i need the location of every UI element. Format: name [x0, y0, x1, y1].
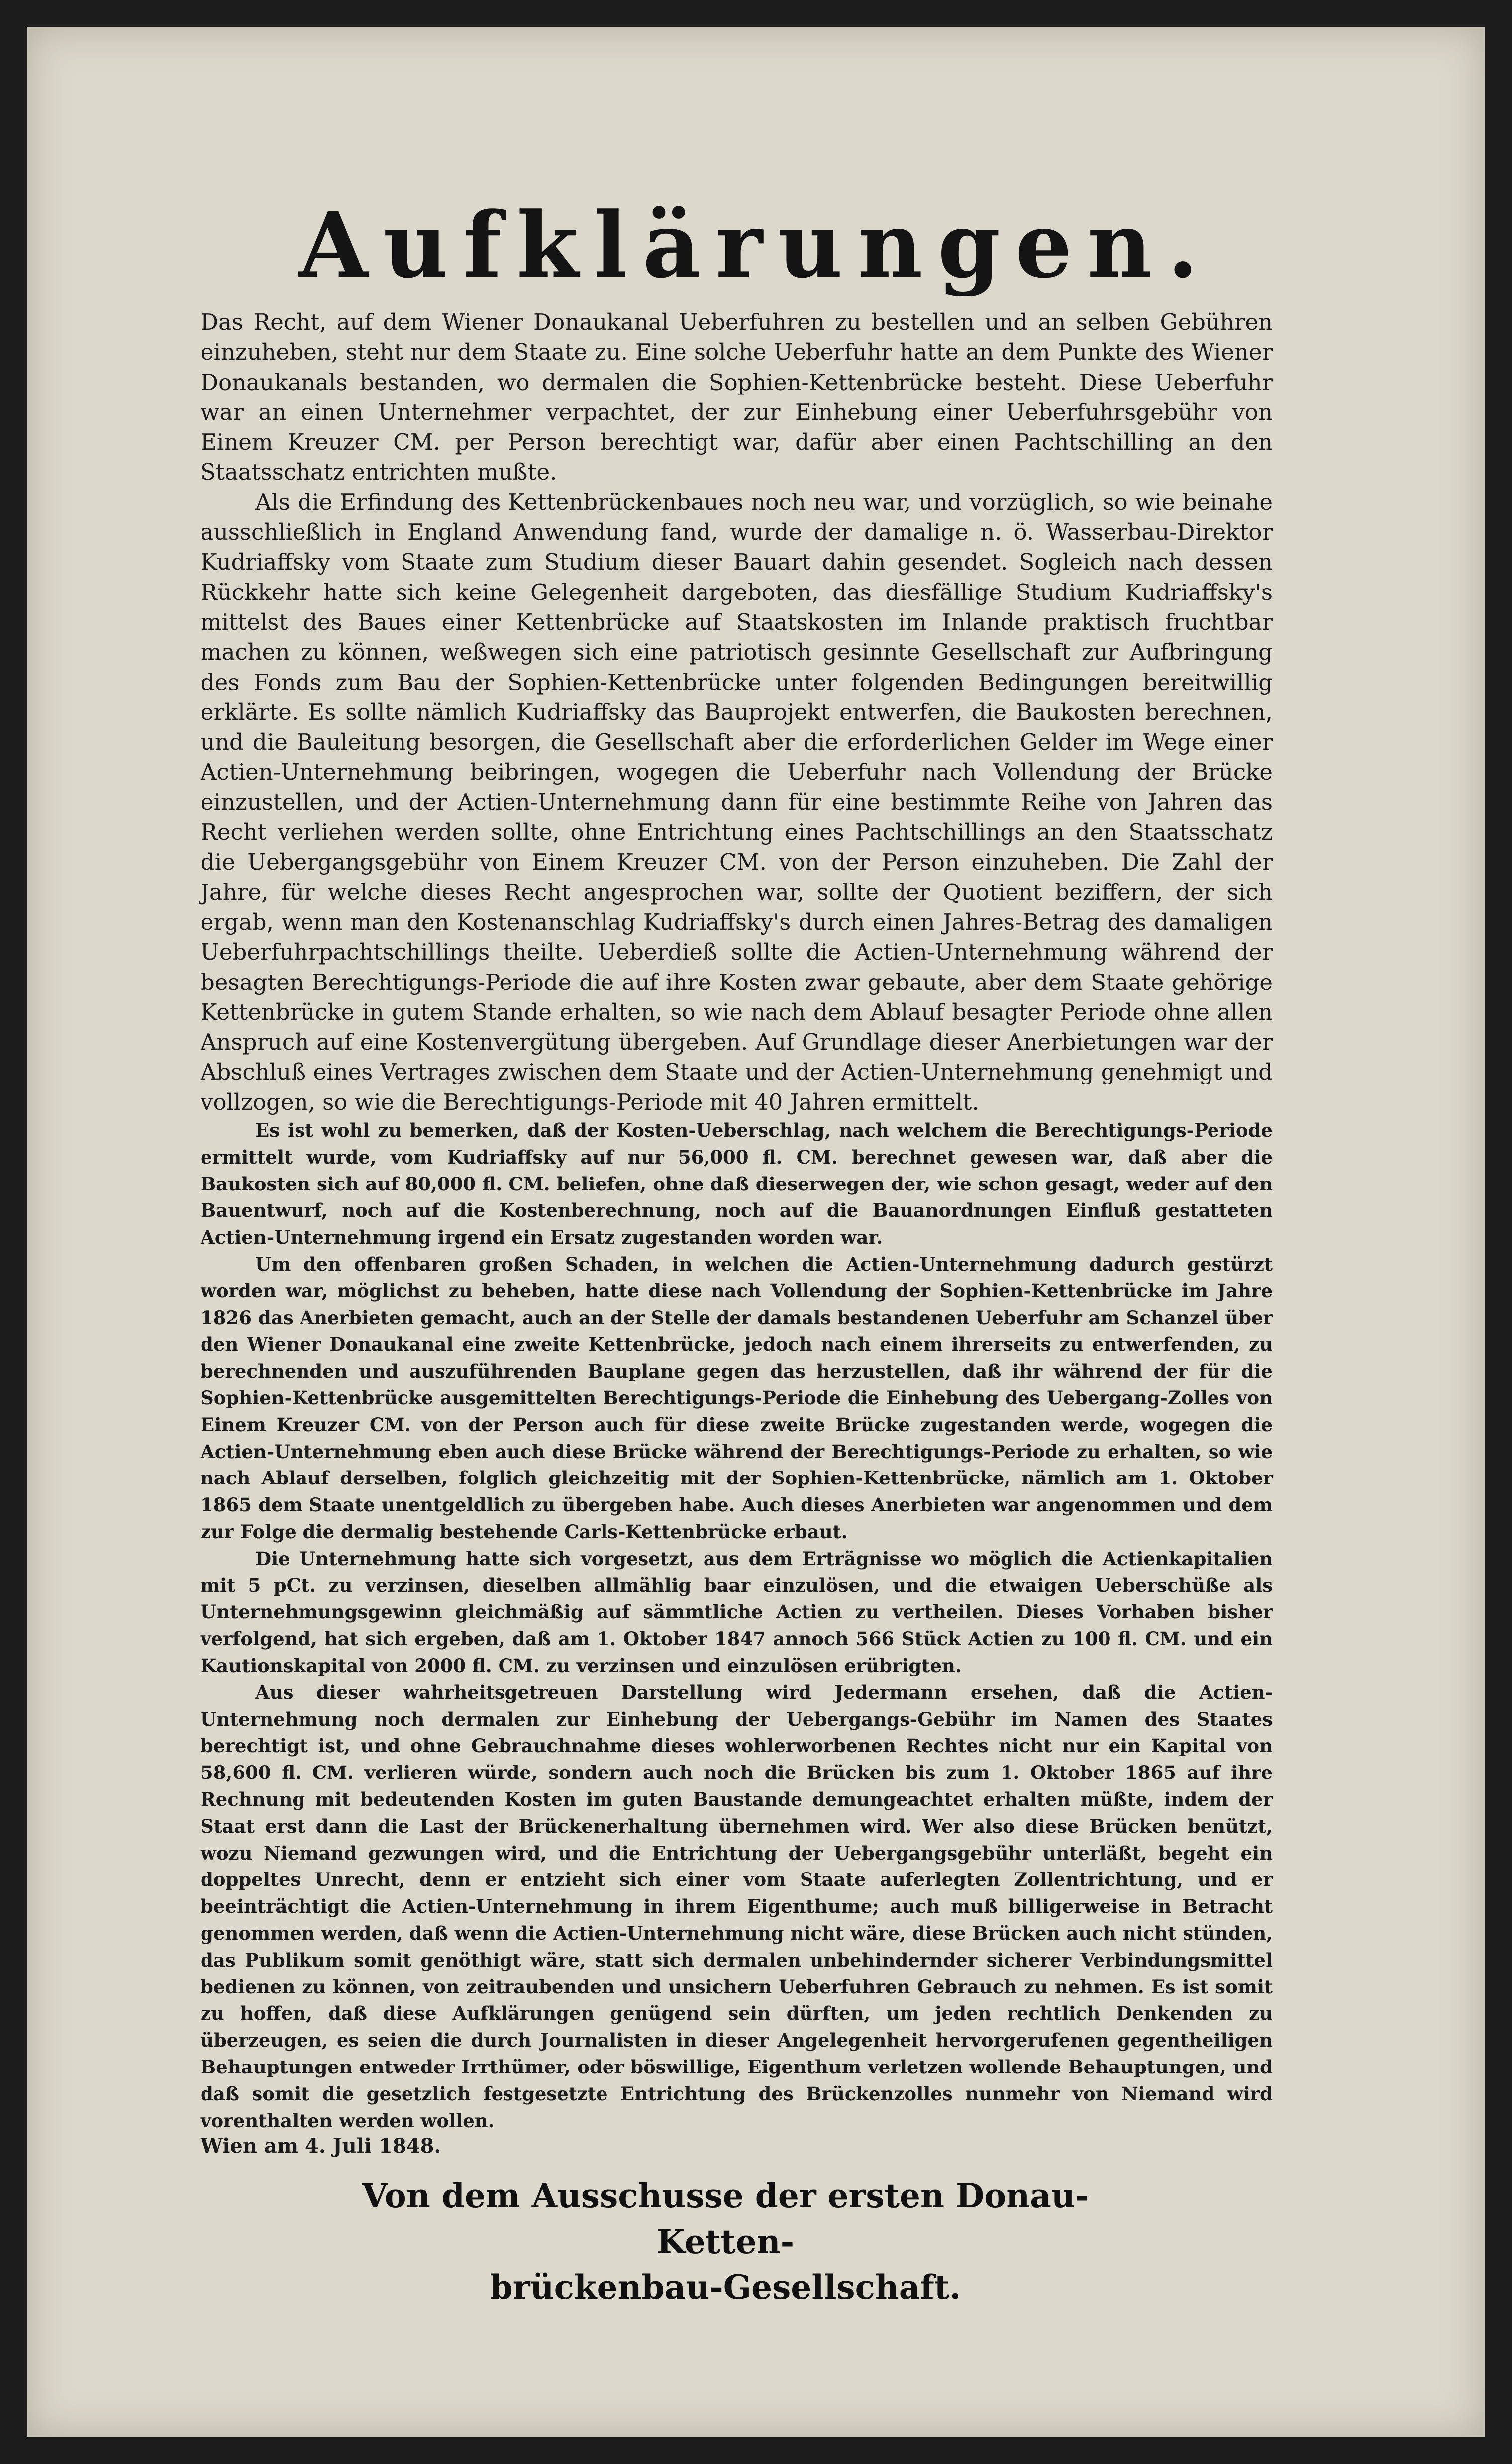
- poster-sheet: [27, 27, 1485, 2437]
- signature-line: Von dem Ausschusse der ersten Donau-Ketten-: [362, 2176, 1089, 2261]
- paragraph-cost-estimate: Es ist wohl zu bemerken, daß der Kosten-Ueberschlag, nach welchem die Berechtigungs-Periode ermittelt wurde, vom Kudriaffsky auf nur 56,000 fl. CM. berechnet gewesen war, daß aber die Baukosten sich auf 80,000 fl. CM. beliefen, ohne daß dieserwegen der, wie schon gesagt, weder auf den Bauentwurf, noch auf die Kostenberechnung, noch auf die Bauanordnungen Einfluß gestatteten Actien-Unternehmung irgend ein Ersatz zugestanden worden war.: [201, 1119, 1273, 1249]
- paragraph-second-bridge: Um den offenbaren großen Schaden, in welchen die Actien-Unternehmung dadurch gestürzt worden war, möglichst zu beheben, hatte diese nach Vollendung der Sophien-Kettenbrücke im Jahre 1826 das Anerbieten gemacht, auch an der Stelle der damals bestandenen Ueberfuhr am Schanzel über den Wiener Donaukanal eine zweite Kettenbrücke, jedoch nach einem ihrerseits zu entwerfenden, zu berechnenden und auszuführenden Bauplane gegen das herzustellen, daß ihr während der für die Sophien-Kettenbrücke ausgemittelten Berechtigungs-Periode die Einhebung des Uebergang-Zolles von Einem Kreuzer CM. von der Person auch für diese zweite Brücke zugestanden werde, wogegen die Actien-Unternehmung eben auch diese Brücke während der Berechtigungs-Periode zu erhalten, so wie nach Ablauf derselben, folglich gleichzeitig mit der Sophien-Kettenbrücke, nämlich am 1. Oktober 1865 dem Staate unentgeldlich zu übergeben habe. Auch dieses Anerbieten war angenommen und dem zur Folge die dermalig bestehende Carls-Kettenbrücke erbaut.: [201, 1253, 1273, 1543]
- paragraph-chain-bridge-history: Als die Erfindung des Kettenbrückenbaues noch neu war, und vorzüglich, so wie beinahe ausschließlich in England Anwendung fand, wurde der damalige n. ö. Wasserbau-Direktor Kudriaffsky vom Staate zum Studium dieser Bauart dahin gesendet. Sogleich nach dessen Rückkehr hatte sich keine Gelegenheit dargeboten, das diesfällige Studium Kudriaffsky's mittelst des Baues einer Kettenbrücke auf Staatskosten im Inlande praktisch fruchtbar machen zu können, weßwegen sich eine patriotisch gesinnte Gesellschaft zur Aufbringung des Fonds zum Bau der Sophien-Kettenbrücke unter folgenden Bedingungen bereitwillig erklärte. Es sollte nämlich Kudriaffsky das Bauprojekt entwerfen, die Baukosten berechnen, und die Bauleitung besorgen, die Gesellschaft aber die erforderlichen Gelder im Wege einer Actien-Unternehmung beibringen, wogegen die Ueberfuhr nach Vollendung der Brücke einzustellen, und der Actien-Unternehmung dann für eine bestimmte Reihe von Jahren das Recht verliehen werden sollte, ohne Entrichtung eines Pachtschillings an den Staatsschatz die Uebergangsgebühr von Einem Kreuzer CM. von der Person einzuheben. Die Zahl der Jahre, für welche dieses Recht angesprochen war, sollte der Quotient beziffern, der sich ergab, wenn man den Kostenanschlag Kudriaffsky's durch einen Jahres-Betrag des damaligen Ueberfuhrpachtschillings theilte. Ueberdieß sollte die Actien-Unternehmung während der besagten Berechtigungs-Periode die auf ihre Kosten zwar gebaute, aber dem Staate gehörige Kettenbrücke in gutem Stande erhalten, so wie nach dem Ablauf besagter Periode ohne allen Anspruch auf eine Kostenvergütung übergeben. Auf Grundlage dieser Anerbietungen war der Abschluß eines Vertrages zwischen dem Staate und der Actien-Unternehmung genehmigt und vollzogen, so wie die Berechtigungs-Periode mit 40 Jahren ermittelt.: [201, 489, 1273, 1115]
- paragraph-ferry-right: Das Recht, auf dem Wiener Donaukanal Ueberfuhren zu bestellen und an selben Gebühren einzuheben, steht nur dem Staate zu. Eine solche Ueberfuhr hatte an dem Punkte des Wiener Donaukanals bestanden, wo dermalen die Sophien-Kettenbrücke besteht. Diese Ueberfuhr war an einen Unternehmer verpachtet, der zur Einhebung einer Ueberfuhrsgebühr von Einem Kreuzer CM. per Person berechtigt war, dafür aber einen Pachtschilling an den Staatsschatz entrichten mußte.: [201, 309, 1273, 486]
- poster-body: [201, 307, 1273, 2158]
- paragraph-shares: Die Unternehmung hatte sich vorgesetzt, aus dem Erträgnisse wo möglich die Actienkapitalien mit 5 pCt. zu verzinsen, dieselben allmählig baar einzulösen, und die etwaigen Ueberschüße als Unternehmungsgewinn gleichmäßig auf sämmtliche Actien zu vertheilen. Dieses Vorhaben bisher verfolgend, hat sich ergeben, daß am 1. Oktober 1847 annoch 566 Stück Actien zu 100 fl. CM. und ein Kautionskapital von 2000 fl. CM. zu verzinsen und einzulösen erübrigten.: [201, 1547, 1273, 1676]
- signature-block: [327, 2173, 1123, 2310]
- poster-title: Aufklärungen.: [299, 193, 1213, 298]
- signature-line: brückenbau-Gesellschaft.: [490, 2268, 961, 2307]
- place-date: Wien am 4. Juli 1848.: [201, 2134, 441, 2158]
- paragraph-conclusion: Aus dieser wahrheitsgetreuen Darstellung wird Jedermann ersehen, daß die Actien-Unternehmung noch dermalen zur Einhebung der Uebergangs-Gebühr im Namen des Staates berechtigt ist, und ohne Gebrauchnahme dieses wohlerworbenen Rechtes nicht nur ein Kapital von 58,600 fl. CM. verlieren würde, sondern auch noch die Brücken bis zum 1. Oktober 1865 auf ihre Rechnung mit bedeutenden Kosten im guten Baustande demungeachtet erhalten müßte, indem der Staat erst dann die Last der Brückenerhaltung übernehmen wird. Wer also diese Brücken benützt, wozu Niemand gezwungen wird, und die Entrichtung der Uebergangsgebühr unterläßt, begeht ein doppeltes Unrecht, denn er entzieht sich einer vom Staate auferlegten Zollentrichtung, und er beeinträchtigt die Actien-Unternehmung in ihrem Eigenthume; auch muß billigerweise in Betracht genommen werden, daß wenn die Actien-Unternehmung nicht wäre, diese Brücken auch nicht stünden, das Publikum somit genöthigt wäre, statt sich dermalen unbehindernder sicherer Verbindungsmittel bedienen zu können, von zeitraubenden und unsichern Ueberfuhren Gebrauch zu nehmen. Es ist somit zu hoffen, daß diese Aufklärungen genügend sein dürften, um jeden rechtlich Denkenden zu überzeugen, es seien die durch Journalisten in dieser Angelegenheit hervorgerufenen gegentheiligen Behauptungen entweder Irrthümer, oder böswillige, Eigenthum verletzen wollende Behauptungen, und daß somit die gesetzlich festgesetzte Entrichtung des Brückenzolles nunmehr von Niemand wird vorenthalten werden wollen.: [201, 1681, 1273, 2132]
